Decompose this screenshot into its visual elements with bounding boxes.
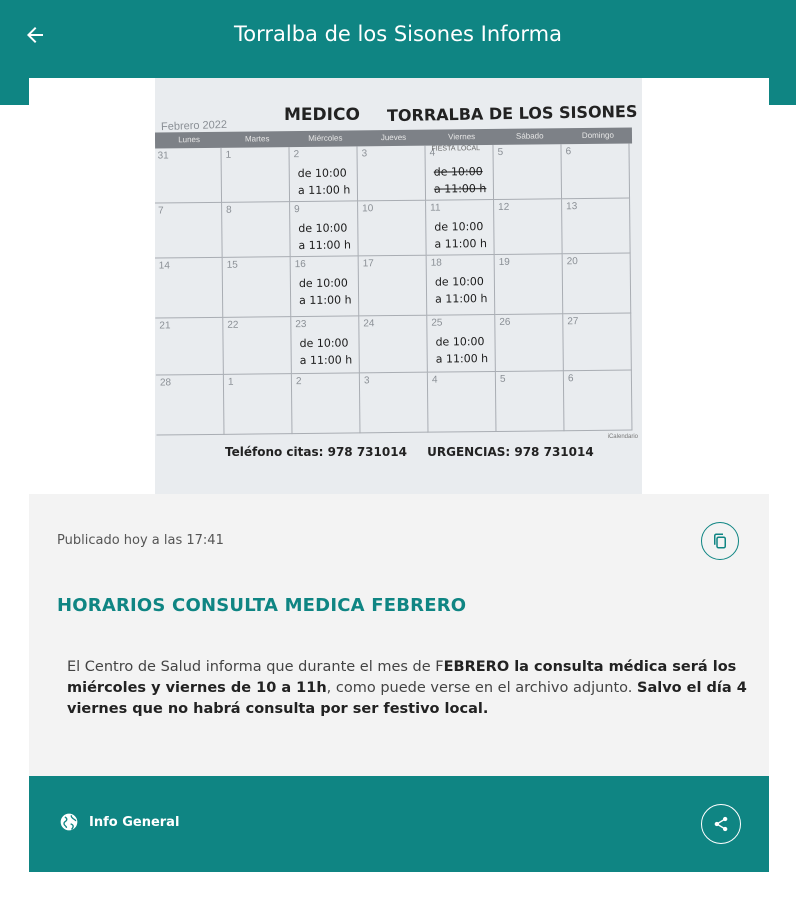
share-icon [711,814,731,834]
day-number: 1 [227,376,234,388]
calendar-day-cell [292,373,361,434]
calendar-day-cell [425,145,494,201]
calendar-day-cell [223,257,292,318]
festivo-note: FIESTA LOCAL [431,145,481,153]
day-number: 18 [430,257,442,269]
time-to: a 11:00 h [434,237,487,251]
day-number: 16 [294,258,306,271]
day-number: 12 [498,201,510,213]
calendar-day-cell [495,254,564,315]
calendar-day-cell [564,371,633,432]
body-text-3: , como puede verse en el archivo adjunto. [326,680,638,696]
time-from: de 10:00 [298,221,348,236]
calendar-day-cell [563,254,632,315]
calendar-day-cell [494,199,563,255]
weekday-label: Sábado [515,131,544,141]
calendar-day-cell [223,317,292,375]
published-date: Publicado hoy a las 17:41 [57,533,224,548]
calendar-grid [155,143,642,438]
copy-button[interactable] [701,522,739,560]
phone-appointments: Teléfono citas: 978 731014 [225,445,407,459]
time-from: de 10:00 [298,276,348,291]
time-to: a 11:00 h [299,353,353,368]
calendar-day-cell [289,146,358,202]
day-number: 4 [429,147,436,159]
calendar-day-cell [155,148,222,204]
post-body [67,657,757,720]
day-number: 3 [361,148,368,160]
day-number: 21 [159,320,171,332]
day-number: 25 [431,317,443,329]
body-text-1: El Centro de Salud informa que durante el mes de F [67,659,444,675]
time-from: de 10:00 [297,166,347,181]
day-number: 17 [362,258,374,270]
calendar-day-cell [155,203,223,259]
day-number: 8 [226,204,232,216]
day-number: 15 [226,259,238,271]
day-number: 10 [362,203,374,215]
calendar-day-cell [562,199,631,255]
day-number: 2 [295,376,302,388]
day-number: 3 [363,375,370,387]
weekday-label: Miércoles [308,133,343,143]
time-to: a 11:00 h [433,182,487,196]
calendar-day-cell [357,146,426,202]
calendar-day-cell [496,371,565,432]
time-from: de 10:00 [435,335,485,349]
day-number: 6 [567,373,574,385]
calendar-day-cell [493,144,562,200]
calendar-day-cell [563,314,632,372]
day-number: 7 [158,205,164,217]
category-link[interactable] [59,812,179,832]
calendar-day-cell [360,373,429,434]
photo-title-left: MEDICO [284,105,360,125]
photo-month: Febrero 2022 [160,118,228,134]
attachment-image-area[interactable] [29,78,769,494]
calendar-day-cell [156,375,225,436]
day-number: 26 [499,316,511,328]
day-number: 2 [293,149,300,161]
time-from: de 10:00 [433,165,483,179]
day-number: 9 [294,204,300,216]
calendar-day-cell [155,258,223,319]
calendar-day-cell [495,314,564,372]
calendar-photo[interactable] [155,78,642,494]
day-number: 5 [497,146,504,158]
day-number: 19 [498,256,510,268]
app-title: Torralba de los Sisones Informa [234,22,562,46]
weekday-label: Jueves [380,132,407,143]
consultation-time [299,274,352,309]
day-number: 20 [566,256,578,268]
day-number: 13 [566,201,578,213]
photo-credit: iCalendario [607,434,638,440]
body-text-2: EBRERO la consulta médica será los miércoles y viernes de 10 a 11h [67,659,737,696]
weekday-label: Domingo [581,130,614,141]
day-number: 1 [225,149,232,161]
calendar-day-cell [224,374,293,435]
weekday-label: Lunes [178,135,201,145]
photo-contact-line [225,445,610,459]
time-to: a 11:00 h [435,352,489,366]
share-button[interactable] [701,804,741,844]
news-card [29,78,769,872]
card-footer [29,776,769,872]
time-from: de 10:00 [299,336,349,351]
consultation-time [435,333,488,368]
calendar-day-cell [358,201,427,257]
day-number: 5 [499,373,506,385]
day-number: 6 [565,146,572,158]
calendar-day-cell [427,315,496,373]
category-label: Info General [89,814,180,830]
consultation-time [435,273,488,308]
time-from: de 10:00 [434,220,484,234]
day-number: 23 [295,318,307,331]
calendar-day-cell [291,256,360,317]
body-text-4: Salvo el día 4 viernes que no habrá consulta por ser festivo local. [67,680,747,717]
calendar-day-cell [427,255,496,316]
consultation-time [434,218,487,253]
time-to: a 11:00 h [299,293,352,308]
day-number: 27 [567,316,579,328]
consultation-time [298,164,351,199]
day-number: 28 [159,377,172,389]
copy-icon [711,532,729,550]
calendar-day-cell [359,256,428,317]
time-from: de 10:00 [434,275,484,289]
time-to: a 11:00 h [297,183,351,198]
time-to: a 11:00 h [435,292,488,306]
calendar-day-cell [359,316,428,374]
time-to: a 11:00 h [298,238,351,253]
day-number: 14 [158,260,170,272]
consultation-time [299,334,352,369]
post-headline: HORARIOS CONSULTA MEDICA FEBRERO [57,595,467,616]
day-number: 24 [363,318,375,330]
photo-title-right: TORRALBA DE LOS SISONES [386,101,638,126]
phone-urgent: URGENCIAS: 978 731014 [427,445,594,459]
calendar-day-cell [426,200,495,256]
calendar-day-cell [222,202,291,258]
weekday-label: Viernes [448,132,476,142]
consultation-time [434,163,487,198]
globe-icon [59,812,79,832]
calendar-day-cell [561,144,630,200]
calendar-day-cell [290,201,359,257]
consultation-time [298,219,351,254]
calendar-day-cell [291,316,360,374]
day-number: 22 [227,319,239,331]
day-number: 11 [430,202,441,214]
calendar-day-cell [155,318,224,376]
calendar-day-cell [221,147,290,203]
day-number: 4 [431,374,438,386]
weekday-label: Martes [244,134,270,144]
day-number: 31 [157,150,169,162]
calendar-day-cell [428,372,497,433]
